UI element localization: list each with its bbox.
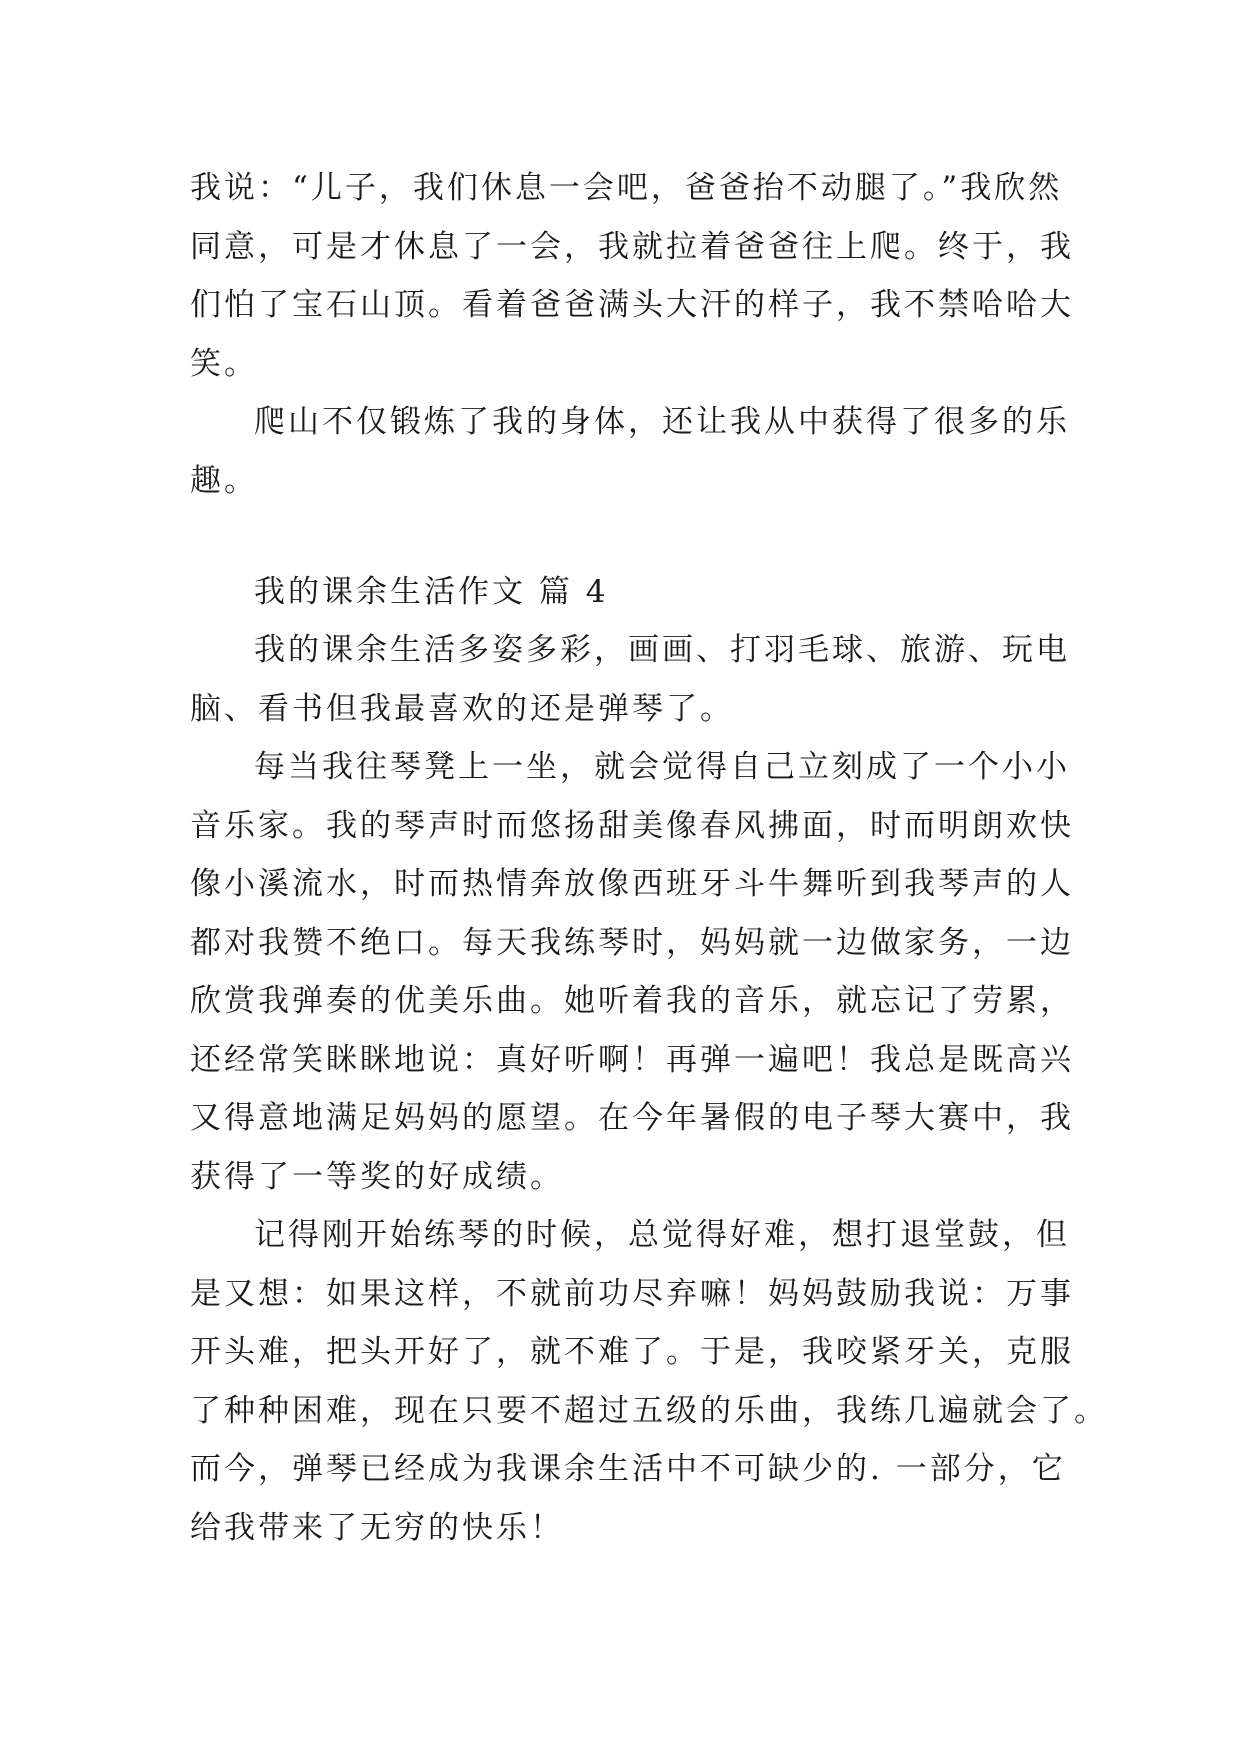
text-line: 趣。 xyxy=(190,462,258,499)
section-heading: 我的课余生活作文 篇 4 xyxy=(254,574,609,610)
text-line: 每当我往琴凳上一坐，就会觉得自己立刻成了一个小小 xyxy=(254,749,1070,785)
text-line: 像小溪流水，时而热情奔放像西班牙斗牛舞听到我琴声的人 xyxy=(190,866,1074,902)
text-line: 是又想：如果这样，不就前功尽弃嘛！妈妈鼓励我说：万事 xyxy=(190,1275,1074,1312)
text-line: 脑、看书但我最喜欢的还是弹琴了。 xyxy=(190,690,734,727)
body-text-top xyxy=(190,159,1074,510)
text-line: 给我带来了无穷的快乐！ xyxy=(190,1509,564,1546)
text-line: 而今，弹琴已经成为我课余生活中不可缺少的. 一部分，它 xyxy=(190,1451,1066,1487)
text-line: 欣赏我弹奏的优美乐曲。她听着我的音乐，就忘记了劳累， xyxy=(190,983,1074,1019)
text-line: 同意，可是才休息了一会，我就拉着爸爸往上爬。终于，我 xyxy=(190,228,1074,265)
text-line: 了种种困难，现在只要不超过五级的乐曲，我练几遍就会了。 xyxy=(190,1392,1108,1429)
text-line: 还经常笑眯眯地说：真好听啊！再弹一遍吧！我总是既高兴 xyxy=(190,1041,1074,1078)
text-line: 获得了一等奖的好成绩。 xyxy=(190,1158,564,1195)
paragraph-1 xyxy=(190,621,1070,738)
body-text-section xyxy=(190,621,1108,1557)
paragraph-2 xyxy=(190,738,1074,1206)
text-line: 笑。 xyxy=(190,345,258,382)
text-line: 记得刚开始练琴的时候，总觉得好难，想打退堂鼓，但 xyxy=(254,1217,1070,1253)
paragraph-closing xyxy=(190,393,1070,510)
text-line: 又得意地满足妈妈的愿望。在今年暑假的电子琴大赛中，我 xyxy=(190,1100,1074,1136)
text-line: 都对我赞不绝口。每天我练琴时，妈妈就一边做家务，一边 xyxy=(190,924,1074,961)
paragraph-3 xyxy=(190,1206,1108,1557)
text-line: 爬山不仅锻炼了我的身体，还让我从中获得了很多的乐 xyxy=(254,404,1070,440)
text-line: 我说：“儿子，我们休息一会吧，爸爸抬不动腿了。”我欣然 xyxy=(190,170,1063,206)
paragraph-continuation xyxy=(190,159,1074,393)
text-line: 我的课余生活多姿多彩，画画、打羽毛球、旅游、玩电 xyxy=(254,632,1070,668)
text-line: 开头难，把头开好了，就不难了。于是，我咬紧牙关，克服 xyxy=(190,1334,1074,1370)
text-line: 们怕了宝石山顶。看着爸爸满头大汗的样子，我不禁哈哈大 xyxy=(190,287,1074,323)
text-line: 音乐家。我的琴声时而悠扬甜美像春风拂面，时而明朗欢快 xyxy=(190,807,1074,844)
